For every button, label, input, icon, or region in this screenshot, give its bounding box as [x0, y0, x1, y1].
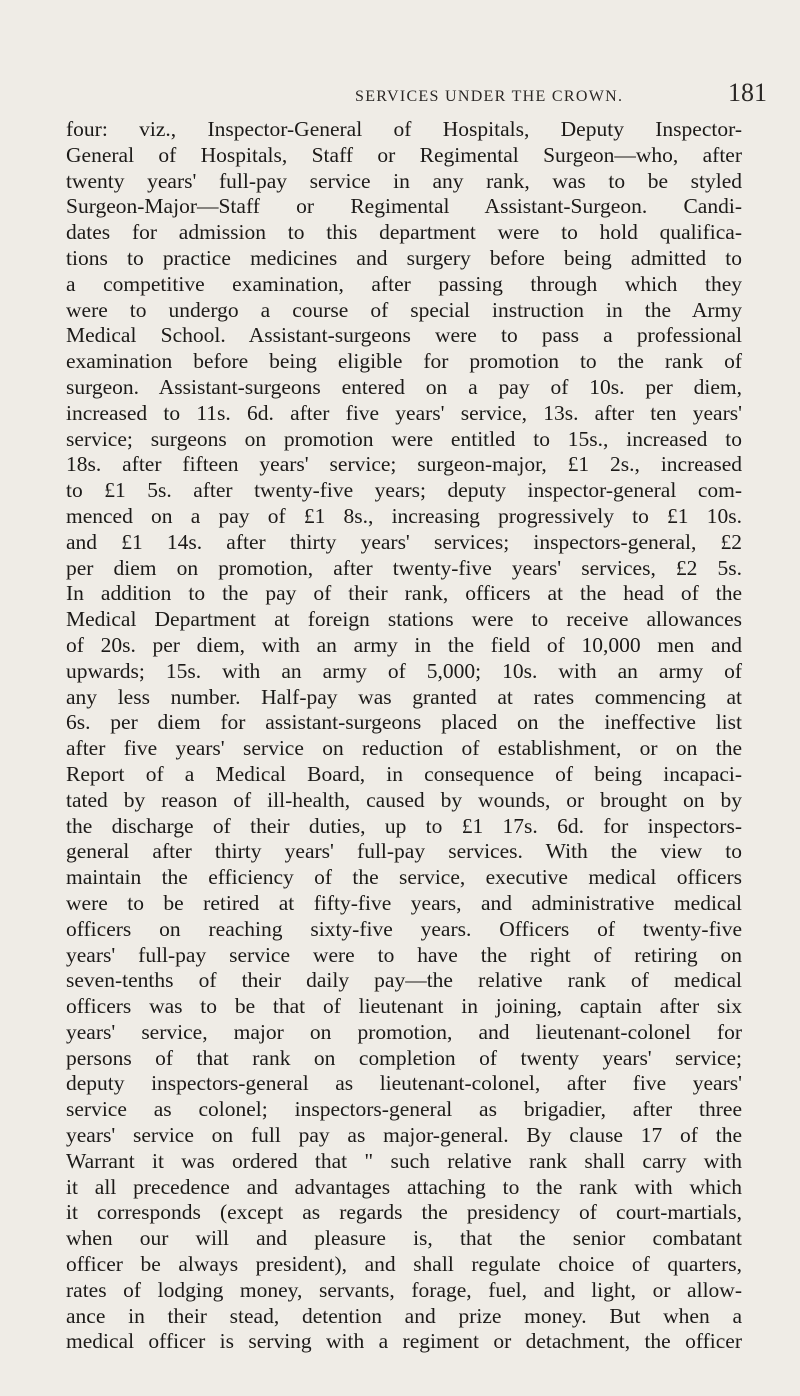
text-line: years' full-pay service were to have the right of retiring on [66, 942, 742, 967]
body-text [66, 117, 742, 1355]
page-number: 181 [728, 78, 767, 107]
text-line: twenty years' full-pay service in any rank, was to be styled [66, 168, 742, 193]
text-line: medical officer is serving with a regiment or detachment, the officer [66, 1329, 742, 1354]
text-line: maintain the efficiency of the service, executive medical officers [66, 865, 742, 890]
text-line: Surgeon-Major—Staff or Regimental Assistant-Surgeon. Candi- [66, 194, 742, 219]
text-line: examination before being eligible for promotion to the rank of [66, 349, 742, 374]
text-line: surgeon. Assistant-surgeons entered on a pay of 10s. per diem, [66, 374, 742, 399]
text-line: tated by reason of ill-health, caused by wounds, or brought on by [66, 787, 742, 812]
text-line: a competitive examination, after passing through which they [66, 271, 742, 296]
text-line: tions to practice medicines and surgery before being admitted to [66, 245, 742, 270]
text-line: years' service on full pay as major-general. By clause 17 of the [66, 1123, 742, 1148]
text-line: ance in their stead, detention and prize money. But when a [66, 1303, 742, 1328]
text-line: were to be retired at fifty-five years, and administrative medical [66, 890, 742, 915]
text-line: officer be always president), and shall regulate choice of quarters, [66, 1252, 742, 1277]
text-line: any less number. Half-pay was granted at rates commencing at [66, 684, 742, 709]
text-line: increased to 11s. 6d. after five years' service, 13s. after ten years' [66, 400, 742, 425]
text-line: it corresponds (except as regards the presidency of court-martials, [66, 1200, 742, 1225]
text-line: when our will and pleasure is, that the senior combatant [66, 1226, 742, 1251]
text-line: dates for admission to this department were to hold qualifica- [66, 220, 742, 245]
text-line: upwards; 15s. with an army of 5,000; 10s. with an army of [66, 658, 742, 683]
text-line: menced on a pay of £1 8s., increasing progressively to £1 10s. [66, 503, 742, 528]
text-line: to £1 5s. after twenty-five years; deputy inspector-general com- [66, 478, 742, 503]
text-line: deputy inspectors-general as lieutenant-colonel, after five years' [66, 1071, 742, 1096]
text-line: four: viz., Inspector-General of Hospitals, Deputy Inspector- [66, 117, 742, 141]
text-line: general after thirty years' full-pay services. With the view to [66, 839, 742, 864]
text-line: and £1 14s. after thirty years' services; inspectors-general, £2 [66, 529, 742, 554]
page-header [355, 78, 775, 108]
text-line: officers on reaching sixty-five years. Officers of twenty-five [66, 916, 742, 941]
text-line: after five years' service on reduction of establishment, or on the [66, 736, 742, 761]
text-line: were to undergo a course of special instruction in the Army [66, 297, 742, 322]
text-line: Medical Department at foreign stations were to receive allowances [66, 607, 742, 632]
text-line: seven-tenths of their daily pay—the relative rank of medical [66, 968, 742, 993]
text-line: General of Hospitals, Staff or Regimental Surgeon—who, after [66, 142, 742, 167]
text-line: In addition to the pay of their rank, officers at the head of the [66, 581, 742, 606]
text-line: rates of lodging money, servants, forage, fuel, and light, or allow- [66, 1277, 742, 1302]
text-line: Warrant it was ordered that " such relative rank shall carry with [66, 1148, 742, 1173]
text-line: officers was to be that of lieutenant in joining, captain after six [66, 994, 742, 1019]
text-line: of 20s. per diem, with an army in the field of 10,000 men and [66, 632, 742, 657]
text-line: 6s. per diem for assistant-surgeons placed on the ineffective list [66, 710, 742, 735]
text-line: persons of that rank on completion of twenty years' service; [66, 1045, 742, 1070]
text-line: the discharge of their duties, up to £1 17s. 6d. for inspectors- [66, 813, 742, 838]
running-head: SERVICES UNDER THE CROWN. [355, 88, 624, 105]
text-line: years' service, major on promotion, and lieutenant-colonel for [66, 1019, 742, 1044]
text-line: it all precedence and advantages attaching to the rank with which [66, 1174, 742, 1199]
text-line: Medical School. Assistant-surgeons were to pass a professional [66, 323, 742, 348]
text-line: service; surgeons on promotion were entitled to 15s., increased to [66, 426, 742, 451]
text-line: Report of a Medical Board, in consequence of being incapaci- [66, 761, 742, 786]
text-line: service as colonel; inspectors-general as brigadier, after three [66, 1097, 742, 1122]
text-line: per diem on promotion, after twenty-five years' services, £2 5s. [66, 555, 742, 580]
text-line: 18s. after fifteen years' service; surgeon-major, £1 2s., increased [66, 452, 742, 477]
